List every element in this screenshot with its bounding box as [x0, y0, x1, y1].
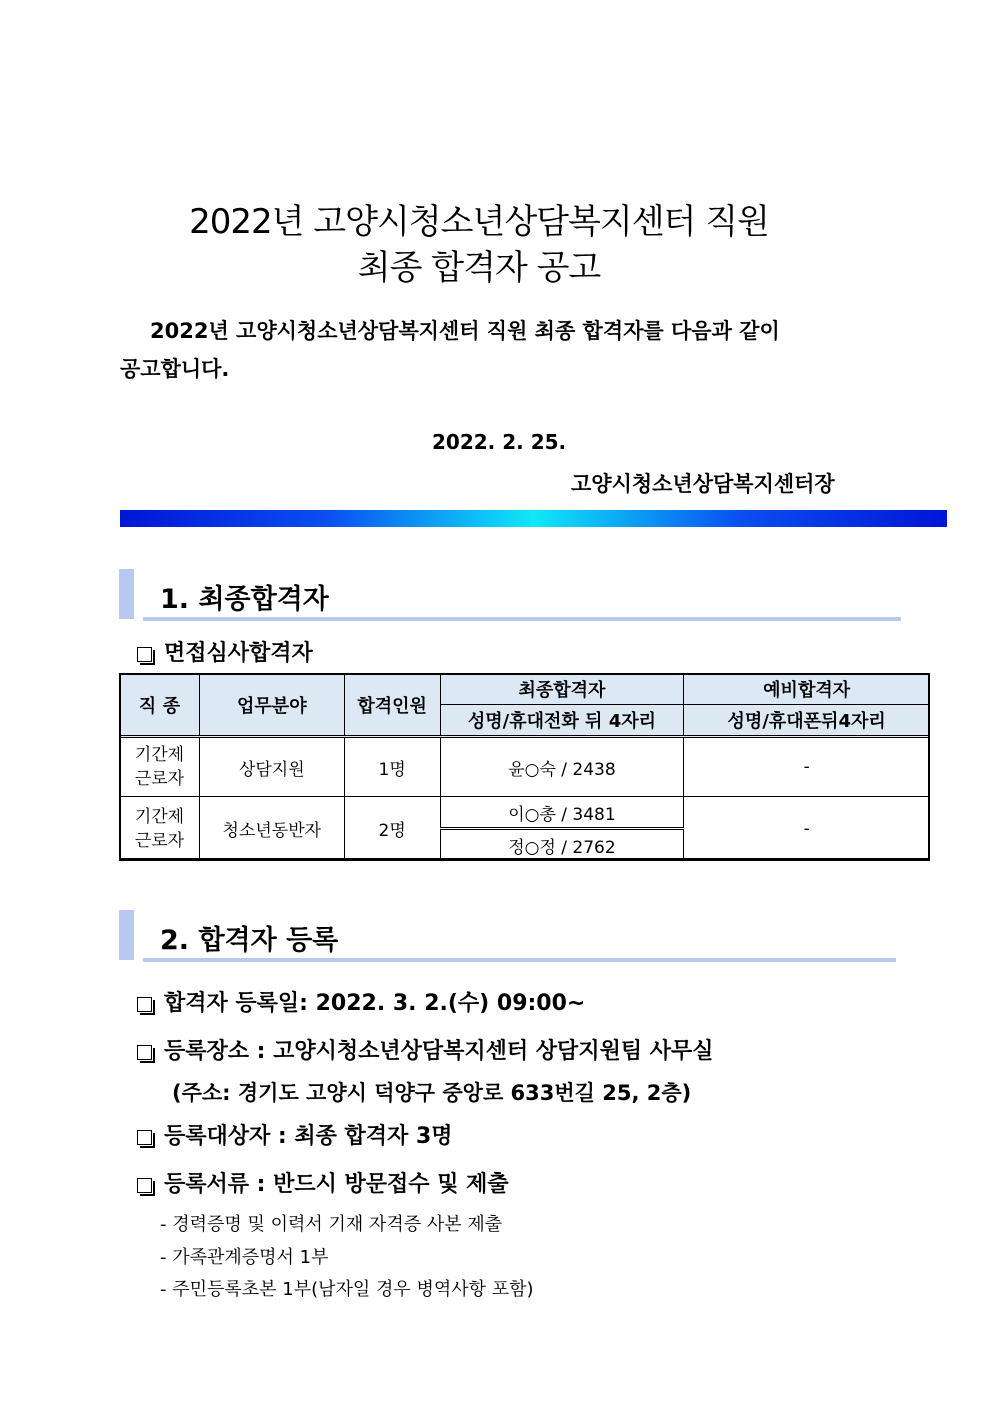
- checkbox-square-icon: [137, 1045, 152, 1060]
- registration-target-item: [137, 1119, 453, 1150]
- table-row: [120, 797, 930, 829]
- header-job-type: 직 종: [120, 674, 200, 737]
- registration-date-text: 합격자 등록일: 2022. 3. 2.(수) 09:00~: [164, 991, 586, 1016]
- row2-finalist-2: 정○정 / 2762: [440, 829, 684, 861]
- results-table: [119, 673, 930, 861]
- section1-marker: [119, 569, 134, 619]
- section2-marker: [119, 910, 134, 960]
- intro-paragraph: [120, 312, 860, 388]
- registration-date-item: [137, 986, 585, 1017]
- registration-docs-item: [137, 1167, 509, 1198]
- row1-job-type: 기간제 근로자: [120, 737, 200, 797]
- announcement-date: 2022. 2. 25.: [432, 430, 567, 454]
- section2-underline: [143, 958, 896, 962]
- row1-field: 상담지원: [199, 737, 344, 797]
- section2-title: 2. 합격자 등록: [160, 925, 339, 956]
- intro-line2: 공고합니다.: [120, 357, 230, 381]
- organization-name: 고양시청소년상담복지센터장: [571, 472, 835, 496]
- document-item-1: - 경력증명 및 이력서 기재 자격증 사본 제출: [160, 1214, 503, 1235]
- header-final-sub: 성명/휴대전화 뒤 4자리: [440, 705, 684, 737]
- registration-target-text: 등록대상자 : 최종 합격자 3명: [164, 1124, 453, 1149]
- table-row: [120, 737, 930, 797]
- header-reserve: 예비합격자: [684, 674, 930, 705]
- interview-heading-label: 면접심사합격자: [164, 641, 313, 666]
- header-final: 최종합격자: [440, 674, 684, 705]
- row2-job-type: 기간제 근로자: [120, 797, 200, 861]
- intro-line1: 2022년 고양시청소년상담복지센터 직원 최종 합격자를 다음과 같이: [150, 319, 780, 343]
- header-reserve-sub: 성명/휴대폰뒤4자리: [684, 705, 930, 737]
- registration-docs-text: 등록서류 : 반드시 방문접수 및 제출: [164, 1172, 509, 1197]
- row2-finalist-1: 이○총 / 3481: [440, 797, 684, 829]
- page-title-line1: 2022년 고양시청소년상담복지센터 직원: [189, 202, 769, 242]
- gradient-divider: [120, 510, 947, 527]
- document-item-2: - 가족관계증명서 1부: [160, 1247, 329, 1268]
- registration-place-item: [137, 1034, 713, 1065]
- interview-heading: [137, 636, 313, 667]
- checkbox-square-icon: [137, 1178, 152, 1193]
- row1-reserve: -: [684, 737, 930, 797]
- row1-count: 1명: [344, 737, 440, 797]
- checkbox-square-icon: [137, 647, 152, 662]
- document-item-3: - 주민등록초본 1부(남자일 경우 병역사항 포함): [160, 1279, 534, 1300]
- row2-count: 2명: [344, 797, 440, 861]
- page-title-line2: 최종 합격자 공고: [357, 248, 601, 288]
- row1-finalist: 윤○숙 / 2438: [440, 737, 684, 797]
- section1-underline: [143, 617, 901, 621]
- header-field: 업무분야: [199, 674, 344, 737]
- row2-field: 청소년동반자: [199, 797, 344, 861]
- header-count: 합격인원: [344, 674, 440, 737]
- row2-reserve: -: [684, 797, 930, 861]
- registration-place-text: 등록장소 : 고양시청소년상담복지센터 상담지원팀 사무실: [164, 1039, 714, 1064]
- address-note: (주소: 경기도 고양시 덕양구 중앙로 633번길 25, 2층): [172, 1081, 692, 1105]
- checkbox-square-icon: [137, 997, 152, 1012]
- checkbox-square-icon: [137, 1130, 152, 1145]
- section1-title: 1. 최종합격자: [160, 584, 329, 615]
